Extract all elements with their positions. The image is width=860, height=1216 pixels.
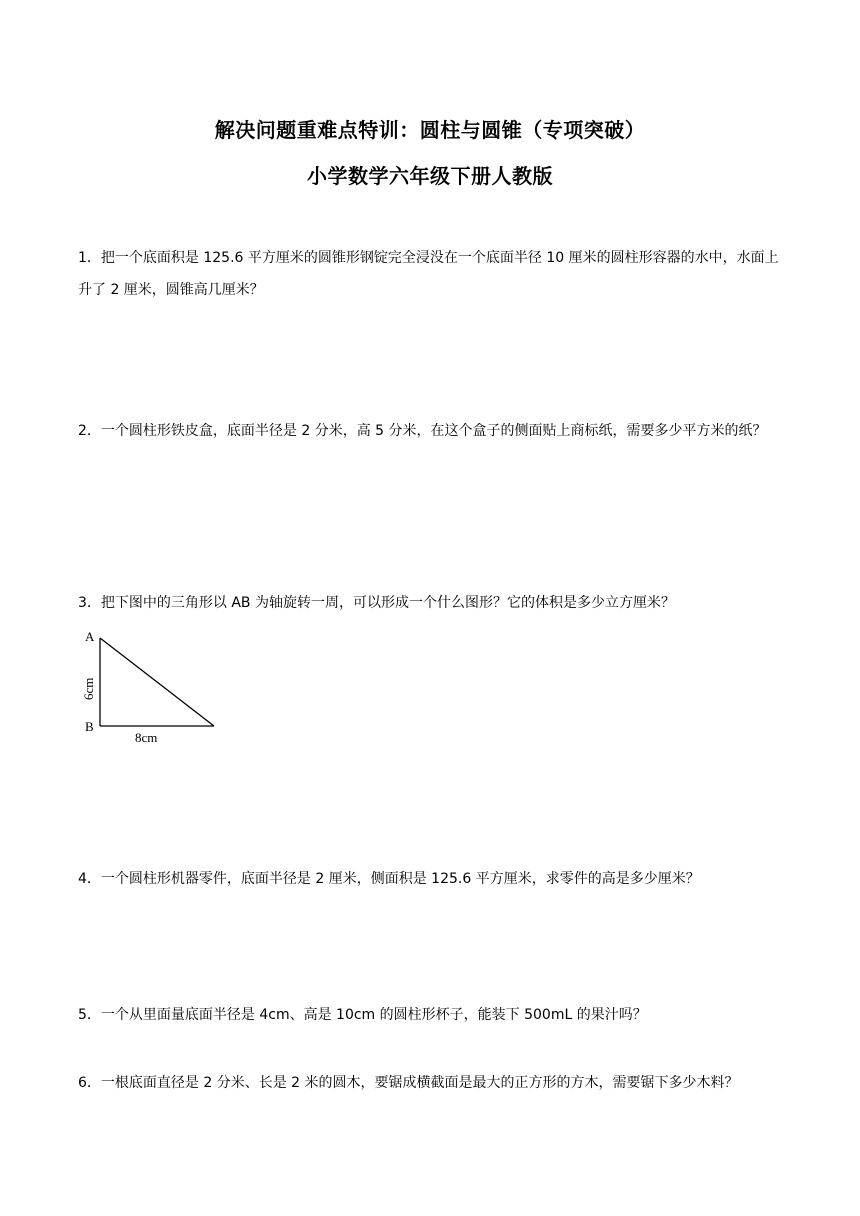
hypotenuse-line [100,638,214,726]
page-title: 解决问题重难点特训：圆柱与圆锥（专项突破） [214,118,646,142]
side-ab-label: 6cm [81,677,96,700]
triangle-figure [78,626,228,748]
question-1: 1．把一个底面积是 125.6 平方厘米的圆锥形钢锭完全浸没在一个底面半径 10 厘米的圆柱形容器的水中，水面上升了 2 厘米，圆锥高几厘米？ [78,250,779,298]
question-3: 3．把下图中的三角形以 AB 为轴旋转一周，可以形成一个什么图形？它的体积是多少立方厘米？ [78,595,675,611]
page-subtitle: 小学数学六年级下册人教版 [307,164,553,188]
question-6: 6．一根底面直径是 2 分米、长是 2 米的圆木，要锯成横截面是最大的正方形的方木，需要锯下多少木料？ [78,1075,739,1091]
question-5: 5．一个从里面量底面半径是 4cm、高是 10cm 的圆柱形杯子，能装下 500mL 的果汁吗？ [78,1007,647,1023]
vertex-b-label: B [85,719,94,734]
question-4: 4．一个圆柱形机器零件，底面半径是 2 厘米，侧面积是 125.6 平方厘米，求零件的高是多少厘米？ [78,871,700,887]
triangle-diagram [78,626,228,748]
vertex-a-label: A [85,629,95,644]
side-bc-label: 8cm [135,730,158,745]
question-2: 2．一个圆柱形铁皮盒，底面半径是 2 分米，高 5 分米，在这个盒子的侧面贴上商标纸，需要多少平方米的纸？ [78,423,767,439]
